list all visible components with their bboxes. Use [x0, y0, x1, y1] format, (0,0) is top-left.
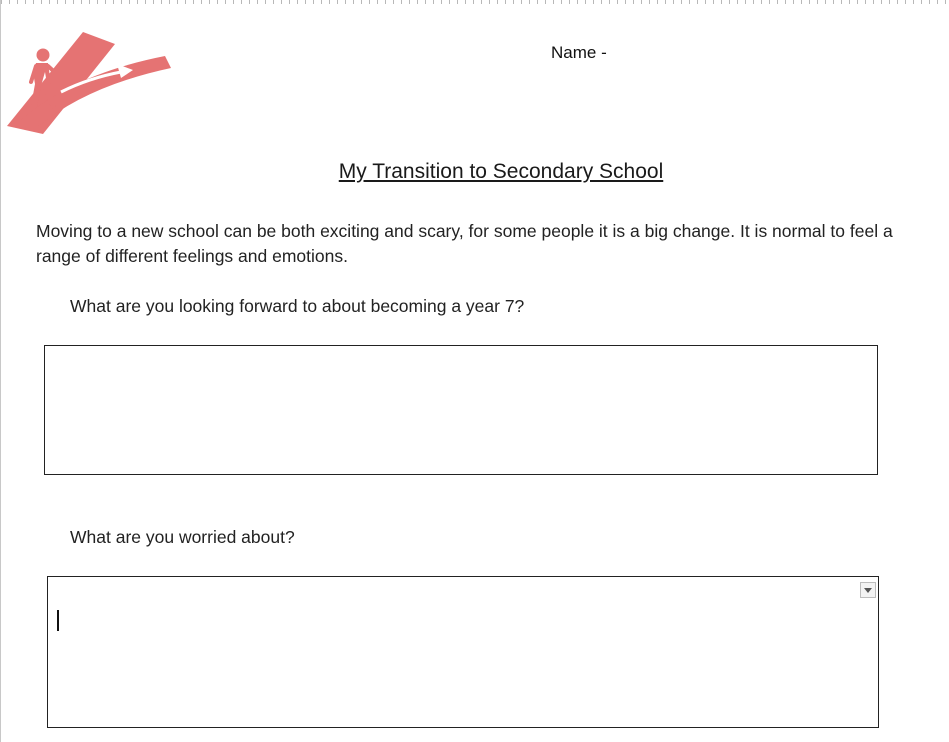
walking-person-arrow-icon [3, 30, 171, 136]
chevron-down-icon [864, 588, 872, 593]
answer-box-worried[interactable] [47, 576, 879, 728]
intro-paragraph: Moving to a new school can be both exciting and scary, for some people it is a big change. It is normal to feel a range of different feelings and emotions. [36, 221, 893, 266]
question-looking-forward: What are you looking forward to about becoming a year 7? [70, 296, 525, 316]
page-title: My Transition to Secondary School [338, 160, 664, 183]
text-cursor [57, 610, 59, 631]
dropdown-button[interactable] [860, 582, 876, 598]
answer-box-looking-forward[interactable] [44, 345, 878, 475]
top-ruler [1, 0, 949, 4]
name-label: Name - [551, 43, 607, 62]
question-worried: What are you worried about? [70, 527, 295, 547]
